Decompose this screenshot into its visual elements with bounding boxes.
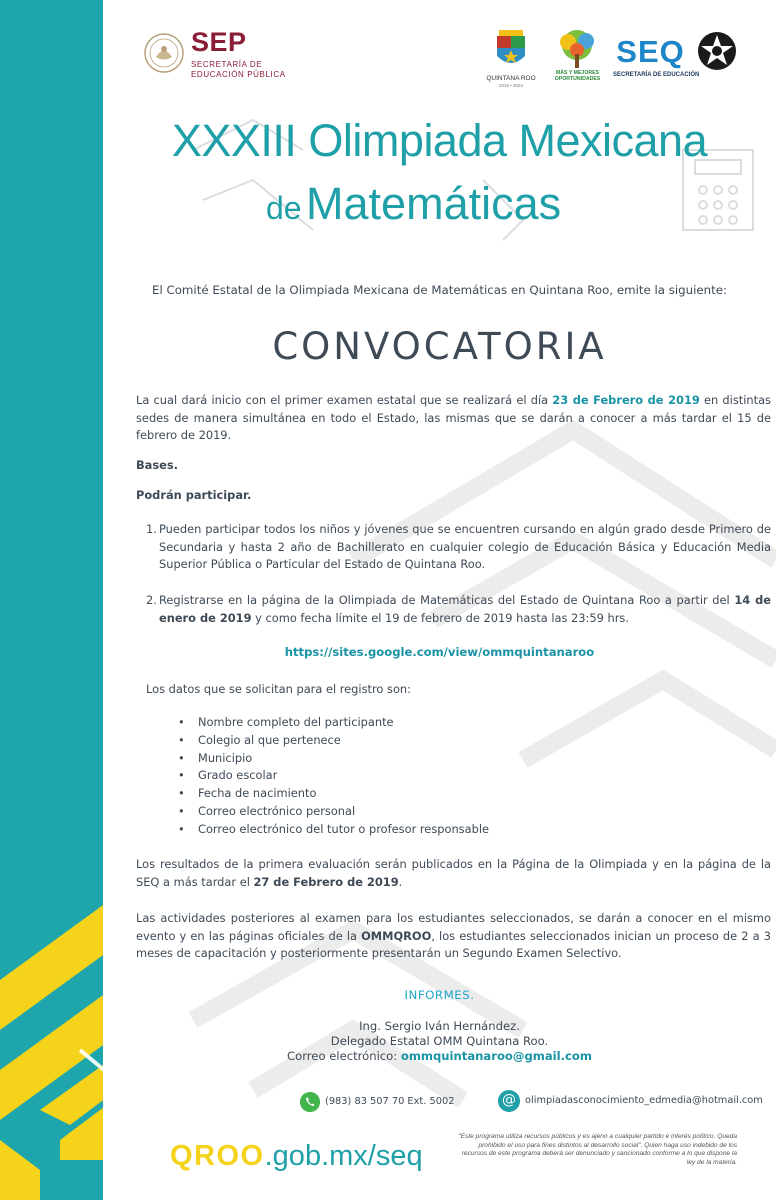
qroo-domain: .gob.mx/seq [264,1140,423,1172]
mail-address[interactable]: olimpiadasconocimiento_edmedia@hotmail.com [525,1095,763,1106]
sep-subtitle-line2: EDUCACIÓN PÚBLICA [191,70,286,79]
resultados-date: 27 de Febrero de 2019 [253,874,399,889]
exam-date: 23 de Febrero de 2019 [552,393,700,407]
list-item: • Correo electrónico del tutor o profesor responsable [178,821,489,839]
registration-after: y como fecha límite el 19 de febrero de 2019 hasta las 23:59 hrs. [251,610,629,625]
contact-role: Delegado Estatal OMM Quintana Roo. [330,1034,549,1048]
registration-date: 14 de enero de 2019 [159,593,771,625]
contact-email-line [103,1049,776,1063]
actividades-before: Las actividades posteriores al examen para los estudiantes seleccionados, se darán a conocer en el mismo evento y en las páginas oficiales de la [136,911,771,943]
mas-oportunidades-logo [550,28,605,98]
title-de: de [266,190,302,226]
qroo-website[interactable] [170,1140,423,1173]
mexican-coat-of-arms-icon [143,32,185,74]
quintana-roo-shield-icon [485,28,537,74]
phone-number: (983) 83 507 70 Ext. 5002 [325,1096,455,1107]
whatsapp-icon [300,1092,320,1112]
list-item-text [159,592,771,627]
list-item: • Fecha de nacimiento [178,785,489,803]
sep-wordmark: SEP [191,27,247,57]
olympiad-logo [696,30,738,90]
list-item [146,521,771,574]
sep-subtitle-line1: SECRETARÍA DE [191,60,263,69]
list-item [146,592,771,627]
mas-oportunidades-label [550,70,605,82]
seq-subtitle: SECRETARÍA DE EDUCACIÓN [613,72,700,78]
actividades-after: , los estudiantes seleccionados inician un proceso de 2 a 3 meses de capacitación y posteriormente presentarán un Segundo Examen Selectivo. [136,928,771,960]
datos-intro: Los datos que se solicitan para el registro son: [146,682,411,696]
actividades-org: OMMQROO [361,928,432,943]
tree-icon [550,28,605,70]
list-item-text: Pueden participar todos los niños y jóvenes que se encuentren cursando en algún grado desde Primero de Secundaria y hasta 2 año de Bachillerato en cualquier colegio de Educación Básica y Educación Media Superior Pública o Particular del Estado de Quintana Roo. [159,522,771,571]
registration-link[interactable]: https://sites.google.com/view/ommquintanaroo [284,645,595,659]
list-item: • Municipio [178,750,489,768]
contact-email[interactable]: ommquintanaroo@gmail.com [400,1049,592,1063]
at-sign-icon: @ [498,1090,520,1112]
seq-wordmark: SEQ [616,34,685,69]
olympiad-star-emblem-icon [696,30,738,72]
quintana-roo-years: 2016 • 2022 [498,83,524,88]
opening-before: La cual dará inicio con el primer examen estatal que se realizará el día [136,393,553,407]
sep-subtitle [191,60,286,80]
intro-text: El Comité Estatal de la Olimpiada Mexicana de Matemáticas en Quintana Roo, emite la siguiente: [152,283,727,297]
legal-disclaimer: "Este programa utiliza recursos públicos y es ajeno a cualquier partido e interés político. Queda prohibido el uso para fines distintos al desarrollo social". Quien haga uso indebido de los recursos de este programa deberá ser denunciado y sancionado conforme a lo que dispone la ley de la materia. [458,1133,737,1166]
contact-email-label: Correo electrónico: [287,1049,401,1063]
informes-heading: INFORMES. [404,988,475,1002]
podran-participar-heading: Podrán participar. [136,488,252,502]
mas-line2: OPORTUNIDADES [554,76,601,82]
registration-before: Registrarse en la página de la Olimpiada de Matemáticas del Estado de Quintana Roo a partir del [159,593,735,607]
opening-after: en distintas sedes de manera simultánea en todo el Estado, las mismas que se darán a conocer a más tardar el 15 de febrero de 2019. [136,393,771,442]
title-matematicas: Matemáticas [306,178,562,229]
list-item-number: 2. [146,593,157,607]
mas-line1: MÁS Y MEJORES [555,70,600,76]
resultados-after: . [398,874,403,889]
list-item: • Nombre completo del participante [178,714,489,732]
title-line-1: XXXIII Olimpiada Mexicana [171,115,708,166]
resultados-before: Los resultados de la primera evaluación serán publicados en la Página de la Olimpiada y en la página de la SEQ a más tardar el [136,857,771,889]
convocatoria-heading: CONVOCATORIA [272,325,607,368]
list-item: • Colegio al que pertenece [178,732,489,750]
list-item-number: 1. [146,522,157,536]
bases-heading: Bases. [136,458,178,472]
contact-name: Ing. Sergio Iván Hernández. [359,1019,520,1033]
datos-list [178,714,489,839]
quintana-roo-logo [485,28,537,98]
seq-logo [613,34,700,82]
actividades-paragraph [136,910,771,963]
list-item: • Grado escolar [178,767,489,785]
resultados-paragraph [136,856,771,891]
opening-paragraph [136,392,771,445]
title-line-2 [266,178,561,230]
qroo-word: QROO [170,1140,265,1172]
list-item: • Correo electrónico personal [178,803,489,821]
sep-logo [143,27,286,80]
quintana-roo-label: QUINTANA ROO [486,75,536,82]
